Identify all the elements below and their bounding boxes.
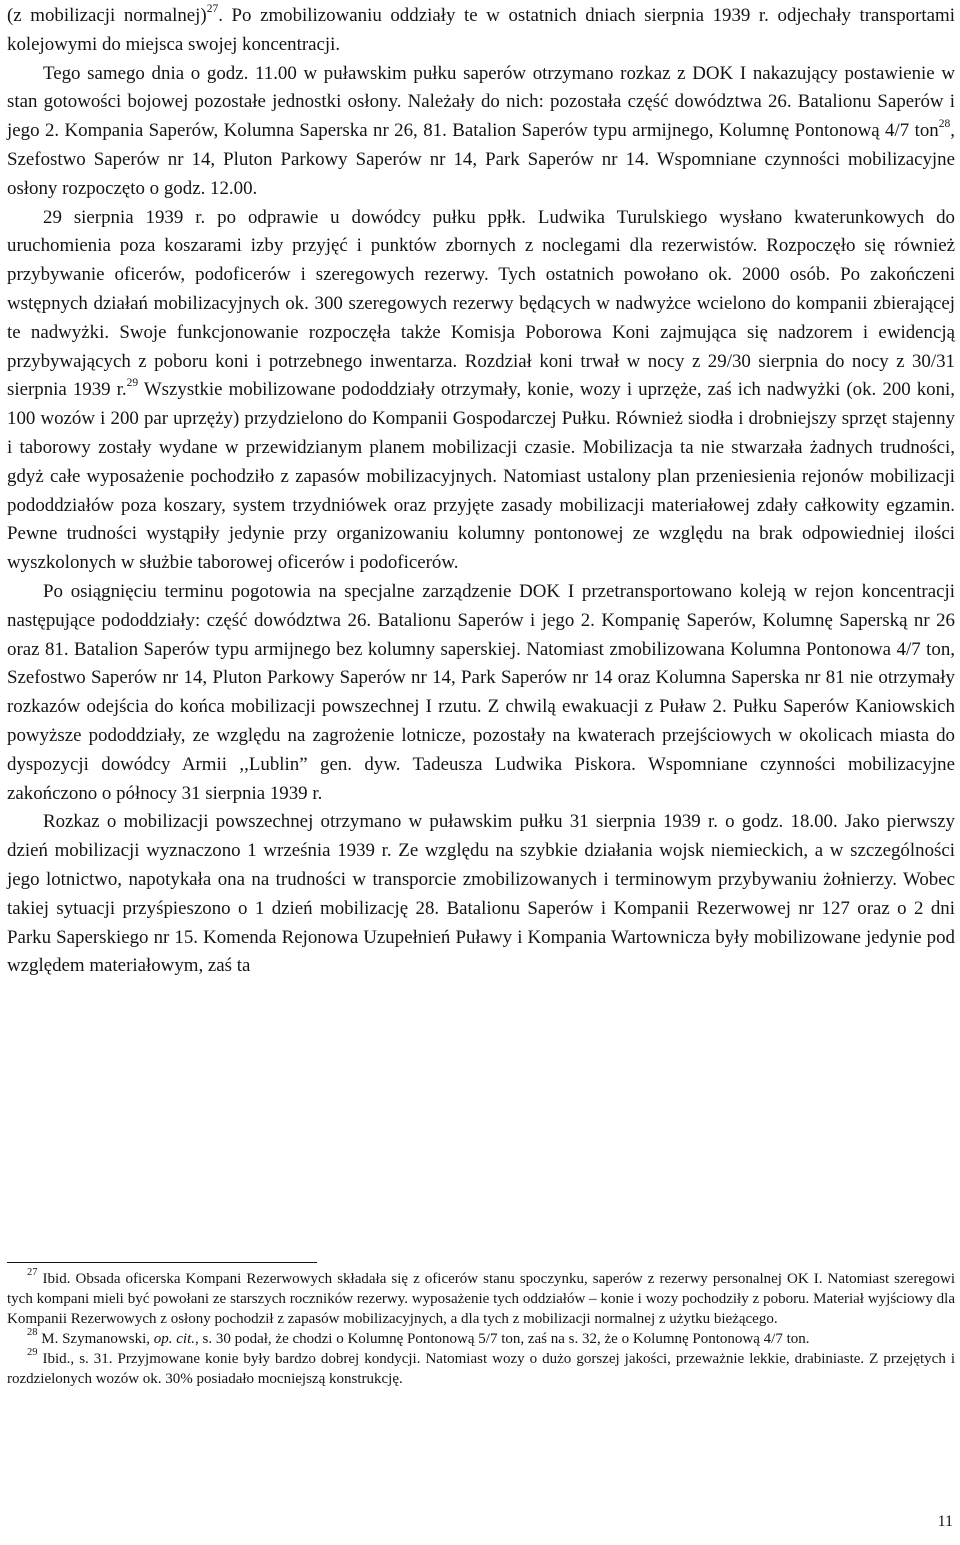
footnote-28: $^{28}$ M. Szymanowski, op. cit., s. 30 podał, że chodzi o Kolumnę Pontonową 5/7 ton, zaś na s. 32, że o Kolumnę Pontonową 4/7 ton. bbox=[27, 1326, 810, 1347]
paragraph-2: Tego samego dnia o godz. 11.00 w puławskim pułku saperów otrzymano rozkaz z DOK I nakazujący postawienie w stan gotowości bojowej pozostałe jednostki osłony. Należały do nich: pozostała część dowództwa 26. Batalionu Saperów i jego 2. Kompania Saperów, Kolumna Saperska nr 26, 81. Batalion Saperów typu armijnego, Kolumnę Pontonową 4/7 ton$^{28}$, Szefostwo Saperów nr 14, Pluton Parkowy Saperów nr 14, Park Saperów nr 14. Wspomniane czynności mobilizacyjne osłony rozpoczęto o godz. 12.00. bbox=[7, 62, 955, 199]
footnote-29: $^{29}$ Ibid., s. 31. Przyjmowane konie były bardzo dobrej kondycji. Natomiast wozy o dużo gorszej jakości, przeważnie lekkie, drabiniaste. Z przejętych i rozdzielonych wozów ok. 30% posiadało mocniejszą konstrukcję. bbox=[7, 1346, 955, 1387]
paragraph-3: 29 sierpnia 1939 r. po odprawie u dowódcy pułku ppłk. Ludwika Turulskiego wysłano kwaterunkowych do uruchomienia poza koszarami izby przyjęć i punktów zbornych z noclegami dla rezerwistów. Rozpoczęło się również przybywanie oficerów, podoficerów i szeregowych rezerwy. Tych ostatnich powołano ok. 2000 osób. Po zakończeni wstępnych działań mobilizacyjnych ok. 300 szeregowych rezerwy będących w nadwyżce wcielono do kompanii zbierającej te nadwyżki. Swoje funkcjonowanie rozpoczęła także Komisja Poborowa Koni zajmująca się nadzorem i ewidencją przybywających z poboru koni i potrzebnego inwentarza. Rozdział koni trwał w nocy z 29/30 sierpnia do nocy z 30/31 sierpnia 1939 r.$^{29}$ Wszystkie mobilizowane pododdziały otrzymały, konie, wozy i uprzęże, zaś ich nadwyżki (ok. 200 koni, 100 wozów i 200 par uprzęży) przydzielono do Kompanii Gospodarczej Pułku. Również siodła i drobniejszy sprzęt stajenny i taborowy zostały wydane w przewidzianym planem mobilizacji czasie. Mobilizacja ta nie stwarzała żadnych trudności, gdyż całe wyposażenie pochodziło z zapasów mobilizacyjnych. Natomiast ustalony plan przeniesienia rejonów mobilizacji pododdziałów poza koszary, system trzydniówek oraz przyjęte zasady mobilizacji materiałowej zdały całkowity egzamin. Pewne trudności wystąpiły jedynie przy organizowaniu kolumny pontonowej ze względu na brak odpowiedniej ilości wyszkolonych w służbie taborowej oficerów i podoficerów. bbox=[7, 206, 956, 574]
footnotes bbox=[7, 1267, 955, 1389]
paragraph-4: Po osiągnięciu terminu pogotowia na specjalne zarządzenie DOK I przetransportowano koleją w rejon koncentracji następujące pododdziały: część dowództwa 26. Batalionu Saperów i jego 2. Kompanię Saperów, Kolumnę Saperską nr 26 oraz 81. Batalion Saperów typu armijnego bez kolumny saperskiej. Natomiast zmobilizowana Kolumna Pontonowa 4/7 ton, Szefostwo Saperów nr 14, Pluton Parkowy Saperów nr 14, Park Saperów nr 14 oraz Kolumna Saperska nr 81 nie otrzymały rozkazów odejścia do końca mobilizacji powszechnej I rzutu. Z chwilą ewakuacji z Puław 2. Pułku Saperów Kaniowskich powyższe pododdziały, ze względu na zagrożenie lotnicze, pozostały na kwaterach przejściowych w okolicach miasta do dyspozycji dowódcy Armii ,,Lublin” gen. dyw. Tadeusza Ludwika Piskora. Wspomniane czynności mobilizacyjne zakończono o północy 31 sierpnia 1939 r. bbox=[7, 580, 955, 804]
footnote-separator bbox=[7, 1262, 317, 1263]
paragraph-5: Rozkaz o mobilizacji powszechnej otrzymano w puławskim pułku 31 sierpnia 1939 r. o godz. 18.00. Jako pierwszy dzień mobilizacji wyznaczono 1 września 1939 r. Ze względu na szybkie działania wojsk niemieckich, a w szczególności jego lotnictwo, napotykała ona na trudności w transporcie zmobilizowanych i terminowym przybywaniu żołnierzy. Wobec takiej sytuacji przyśpieszono o 1 dzień mobilizację 28. Batalionu Saperów i Kompanii Rezerwowej nr 127 oraz o 2 dni Parku Saperskiego nr 15. Komenda Rejonowa Uzupełnień Puławy i Kompania Wartownicza były mobilizowane jedynie pod względem materiałowym, zaś ta bbox=[7, 811, 955, 977]
footnote-ref-27[interactable]: 27 bbox=[206, 2, 219, 15]
paragraph-1: (z mobilizacji normalnej)$^{27}$. Po zmobilizowaniu oddziały te w ostatnich dniach sierpnia 1939 r. odjechały transportami kolejowymi do miejsca swojej koncentracji. bbox=[7, 2, 955, 55]
footnote-27: $^{27}$ Ibid. Obsada oficerska Kompani Rezerwowych składała się z oficerów stanu spoczynku, saperów z rezerwy personalnej OK I. Natomiast szeregowi tych kompani mieli być powołani ze starszych roczników rezerwy. wyposażenie tych oddziałów – konie i wozy pochodziły z poboru. Materiał wyjściowy dla Kompanii Rezerwowych z osłony pochodził z zapasów mobilizacyjnych, a dla tych z mobilizacji normalnej z użytku bieżącego. bbox=[7, 1267, 955, 1327]
footnote-ref-29[interactable]: 29 bbox=[126, 377, 139, 390]
main-text bbox=[7, 2, 955, 981]
footnote-ref-28[interactable]: 28 bbox=[938, 117, 951, 130]
page-number: 11 bbox=[937, 1513, 953, 1530]
